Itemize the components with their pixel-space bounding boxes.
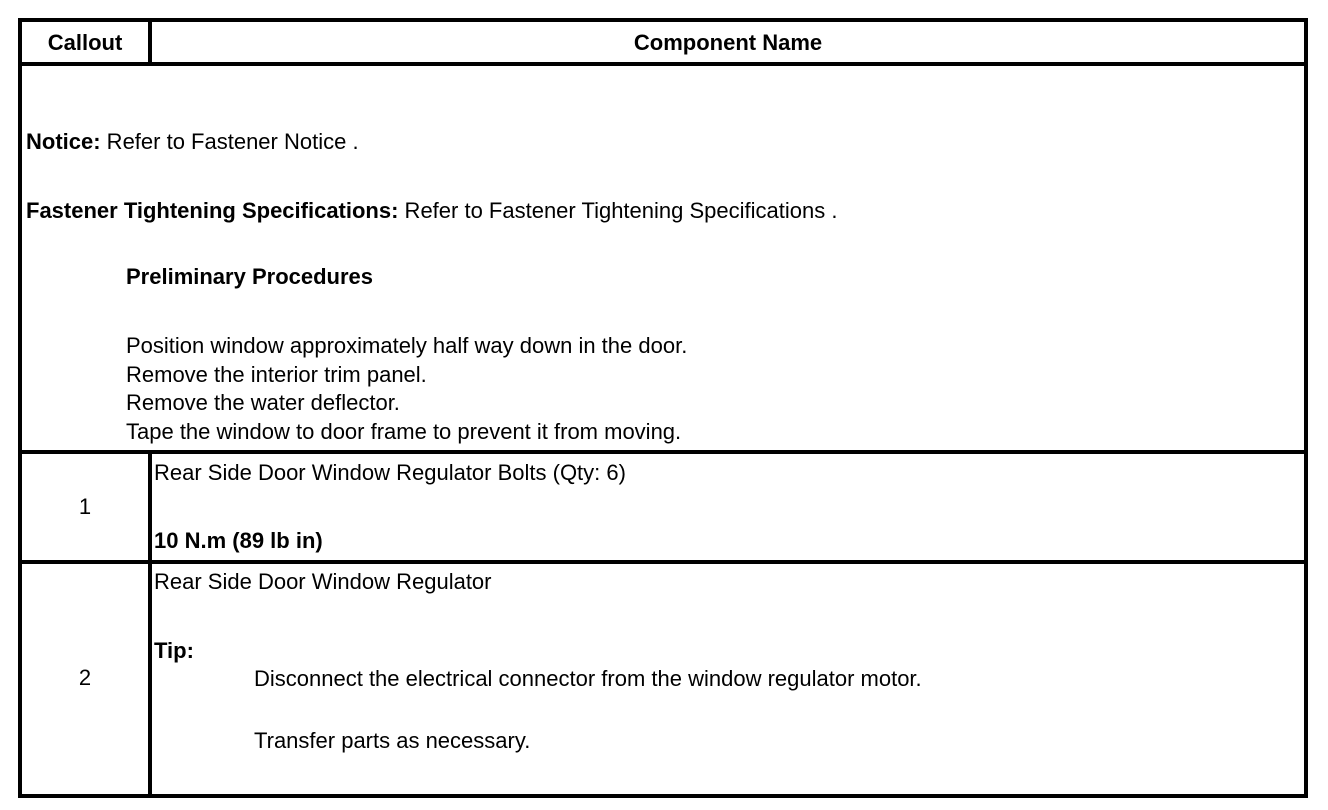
procedure-table [18, 18, 1308, 798]
intro-divider [22, 450, 1304, 454]
column-divider-rows [148, 452, 152, 798]
preliminary-step: Remove the interior trim panel. [126, 362, 427, 387]
preliminary-heading: Preliminary Procedures [126, 264, 374, 289]
fastener-spec-text: Refer to Fastener Tightening Specifications . [398, 198, 838, 223]
notice-line [26, 128, 359, 156]
preliminary-step: Tape the window to door frame to prevent it from moving. [126, 419, 682, 444]
row-1-component: Rear Side Door Window Regulator Bolts (Qty: 6) [154, 460, 626, 485]
row-1-callout: 1 [78, 494, 92, 519]
row-2-tip: Disconnect the electrical connector from the window regulator motor. [254, 666, 922, 691]
notice-label: Notice: [26, 129, 101, 154]
row-2-callout: 2 [78, 665, 92, 690]
fastener-spec-line [26, 197, 837, 225]
row-2-component: Rear Side Door Window Regulator [154, 569, 492, 594]
notice-text: Refer to Fastener Notice . [100, 129, 359, 154]
fastener-spec-label: Fastener Tightening Specifications: [26, 198, 399, 223]
row-divider [22, 560, 1304, 564]
row-1-torque: 10 N.m (89 lb in) [154, 528, 323, 553]
header-divider [22, 62, 1304, 66]
header-component-name: Component Name [633, 30, 823, 55]
header-callout: Callout [47, 30, 123, 55]
preliminary-step: Position window approximately half way down in the door. [126, 333, 688, 358]
preliminary-step: Remove the water deflector. [126, 390, 400, 415]
row-2-tip: Transfer parts as necessary. [254, 728, 531, 753]
row-2-tip-label: Tip: [154, 638, 194, 663]
